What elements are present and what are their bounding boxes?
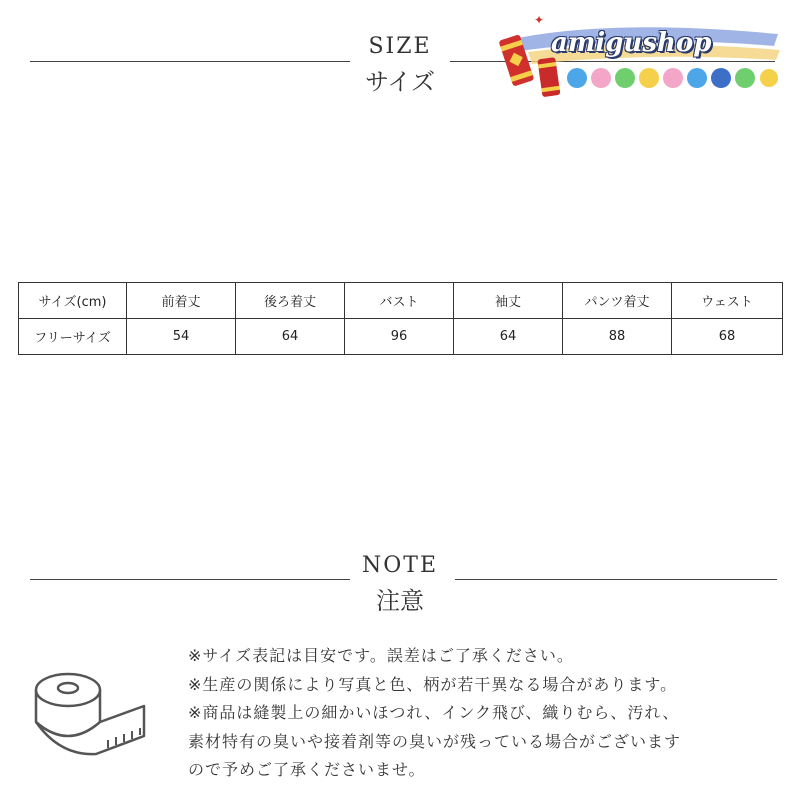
header-cell: サイズ(cm) (19, 283, 127, 319)
table-cell: フリーサイズ (19, 319, 127, 355)
note-line: ので予めご了承くださいませ。 (188, 760, 426, 779)
table-row (19, 319, 783, 355)
table-cell: 68 (672, 319, 783, 355)
note-title-jp: 注意 (376, 587, 424, 615)
header-cell: ウェスト (672, 283, 783, 319)
header-cell: パンツ着丈 (563, 283, 672, 319)
note-line: ※サイズ表記は目安です。誤差はご了承ください。 (188, 646, 574, 665)
divider-right (455, 579, 777, 580)
logo-text: amigushop (551, 28, 712, 58)
note-title-en: NOTE (361, 553, 439, 578)
header-cell: 袖丈 (454, 283, 563, 319)
note-line: ※商品は縫製上の細かいほつれ、インク飛び、織りむら、汚れ、 (188, 703, 680, 722)
size-table (18, 282, 783, 355)
size-title-en: SIZE (368, 34, 432, 59)
table-cell: 96 (345, 319, 454, 355)
measuring-tape-icon (30, 660, 150, 760)
header-cell: バスト (345, 283, 454, 319)
table-cell: 64 (236, 319, 345, 355)
svg-text:✦: ✦ (534, 13, 545, 27)
table-cell: 54 (127, 319, 236, 355)
notes-block (188, 642, 788, 785)
header-cell: 後ろ着丈 (236, 283, 345, 319)
note-line: 素材特有の臭いや接着剤等の臭いが残っている場合がございます (188, 731, 682, 751)
table-cell: 64 (454, 319, 563, 355)
size-title-jp: サイズ (364, 68, 436, 96)
table-cell: 88 (563, 319, 672, 355)
note-line: ※生産の関係により写真と色、柄が若干異なる場合があります。 (188, 674, 678, 694)
table-header-row (19, 283, 783, 319)
divider-left (30, 579, 350, 580)
note-section-header (0, 553, 800, 623)
header-cell: 前着丈 (127, 283, 236, 319)
